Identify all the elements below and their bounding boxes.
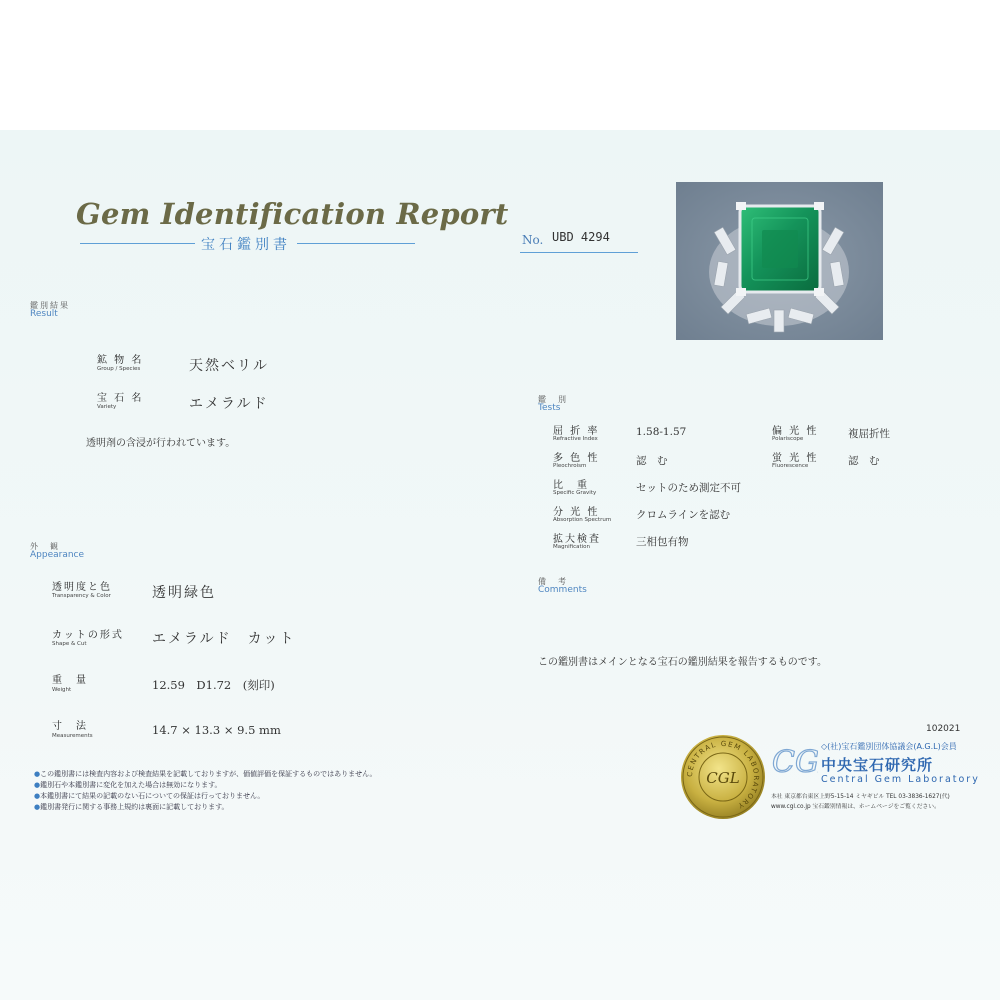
affiliation: ◇(社)宝石鑑別団体協議会(A.G.L)会員 — [821, 742, 957, 751]
variety-value: エメラルド — [189, 396, 269, 412]
report-number-label: No. — [522, 233, 544, 247]
appearance-heading-en: Appearance — [30, 550, 85, 560]
refractive-index-value: 1.58-1.57 — [636, 426, 687, 438]
cgl-logo-icon — [772, 742, 818, 778]
polariscope-label-en: Polariscope — [772, 436, 804, 442]
report-number: UBD 4294 — [552, 230, 610, 244]
cut-label: カットの形式 — [52, 630, 124, 641]
footnote-item: ●鑑別石や本鑑別書に変化を加えた場合は無効になります。 — [34, 781, 222, 789]
polariscope-value: 複屈折性 — [848, 428, 890, 440]
footnote-item: ●この鑑別書には検査内容および検査結果を記載しておりますが、価値評価を保証するものではありません。 — [34, 770, 377, 778]
cgl-logo — [772, 742, 818, 778]
species-label-en: Group / Species — [97, 366, 141, 372]
pleochroism-value: 認 む — [636, 455, 668, 467]
gem-photo — [676, 182, 883, 340]
specific-gravity-value: セットのため測定不可 — [636, 482, 741, 494]
comments-heading-en: Comments — [538, 585, 587, 595]
weight-value: 12.59 D1.72 (刻印) — [152, 678, 275, 692]
lab-name-en: Central Gem Laboratory — [821, 774, 980, 785]
svg-text:CGL: CG — [772, 745, 818, 778]
cgl-seal — [680, 734, 766, 820]
magnification-value: 三相包有物 — [636, 536, 689, 548]
svg-text:CGL: CGL — [706, 769, 740, 787]
address-line: 本社 東京都台東区上野5-15-14 ミヤギビル TEL 03-3836-1627(代) — [771, 794, 950, 800]
treatment-note: 透明剤の含浸が行われています。 — [86, 438, 236, 449]
appearance-heading-jp: 外 観 — [30, 542, 60, 551]
specific-gravity-label-en: Specific Gravity — [553, 490, 597, 496]
measurements-label-en: Measurements — [52, 733, 93, 739]
variety-label: 宝 石 名 — [97, 393, 144, 404]
fluorescence-label: 蛍 光 性 — [772, 453, 819, 464]
footnote-item: ●鑑別書発行に関する事務上規約は裏面に記載しております。 — [34, 803, 229, 811]
report-subtitle: 宝石鑑別書 — [195, 234, 297, 254]
cut-label-en: Shape & Cut — [52, 641, 87, 647]
absorption-spectrum-label-en: Absorption Spectrum — [553, 517, 612, 523]
absorption-spectrum-value: クロムラインを認む — [636, 509, 731, 521]
absorption-spectrum-label: 分 光 性 — [553, 507, 600, 518]
result-heading-jp: 鑑別結果 — [30, 301, 70, 310]
pleochroism-label: 多 色 性 — [553, 453, 600, 464]
transparency-value: 透明緑色 — [152, 585, 216, 601]
fluorescence-value: 認 む — [848, 455, 880, 467]
serial-number: 102021 — [926, 724, 961, 734]
variety-label-en: Variety — [97, 404, 117, 410]
tests-heading-en: Tests — [538, 403, 561, 413]
tests-heading-jp: 鑑 別 — [538, 395, 568, 404]
cut-value: エメラルド カット — [152, 631, 296, 647]
report-title: Gem Identification Report — [76, 197, 509, 231]
lab-address — [771, 792, 950, 812]
refractive-index-label: 屈 折 率 — [553, 426, 600, 437]
pleochroism-label-en: Pleochroism — [553, 463, 587, 469]
web-line: www.cgl.co.jp 宝石鑑別情報は、ホームページをご覧ください。 — [771, 804, 940, 810]
seal-icon — [680, 734, 766, 820]
emerald-ring-image — [676, 182, 883, 340]
specific-gravity-label: 比 重 — [553, 480, 589, 491]
magnification-label: 拡大検査 — [553, 534, 601, 545]
svg-text:CENTRAL GEM LABORATORY: CENTRAL GEM LABORATORY — [685, 739, 761, 811]
weight-label: 重 量 — [52, 675, 88, 686]
measurements-value: 14.7 × 13.3 × 9.5 mm — [152, 723, 281, 737]
weight-label-en: Weight — [52, 687, 72, 693]
result-heading-en: Result — [30, 309, 58, 319]
fluorescence-label-en: Fluorescence — [772, 463, 809, 469]
transparency-label: 透明度と色 — [52, 582, 112, 593]
footnotes — [34, 769, 377, 813]
comments-text: この鑑別書はメインとなる宝石の鑑別結果を報告するものです。 — [538, 657, 827, 668]
species-label: 鉱 物 名 — [97, 355, 144, 366]
refractive-index-label-en: Refractive Index — [553, 436, 598, 442]
comments-heading-jp: 備 考 — [538, 577, 568, 586]
polariscope-label: 偏 光 性 — [772, 426, 819, 437]
footnote-item: ●本鑑別書にて結果の記載のない石についての保証は行っておりません。 — [34, 792, 265, 800]
magnification-label-en: Magnification — [553, 544, 591, 550]
lab-name-jp: 中央宝石研究所 — [821, 756, 934, 774]
report-number-rule — [520, 252, 638, 253]
transparency-label-en: Transparency & Color — [52, 593, 111, 599]
measurements-label: 寸 法 — [52, 721, 88, 732]
species-value: 天然ベリル — [189, 358, 269, 374]
